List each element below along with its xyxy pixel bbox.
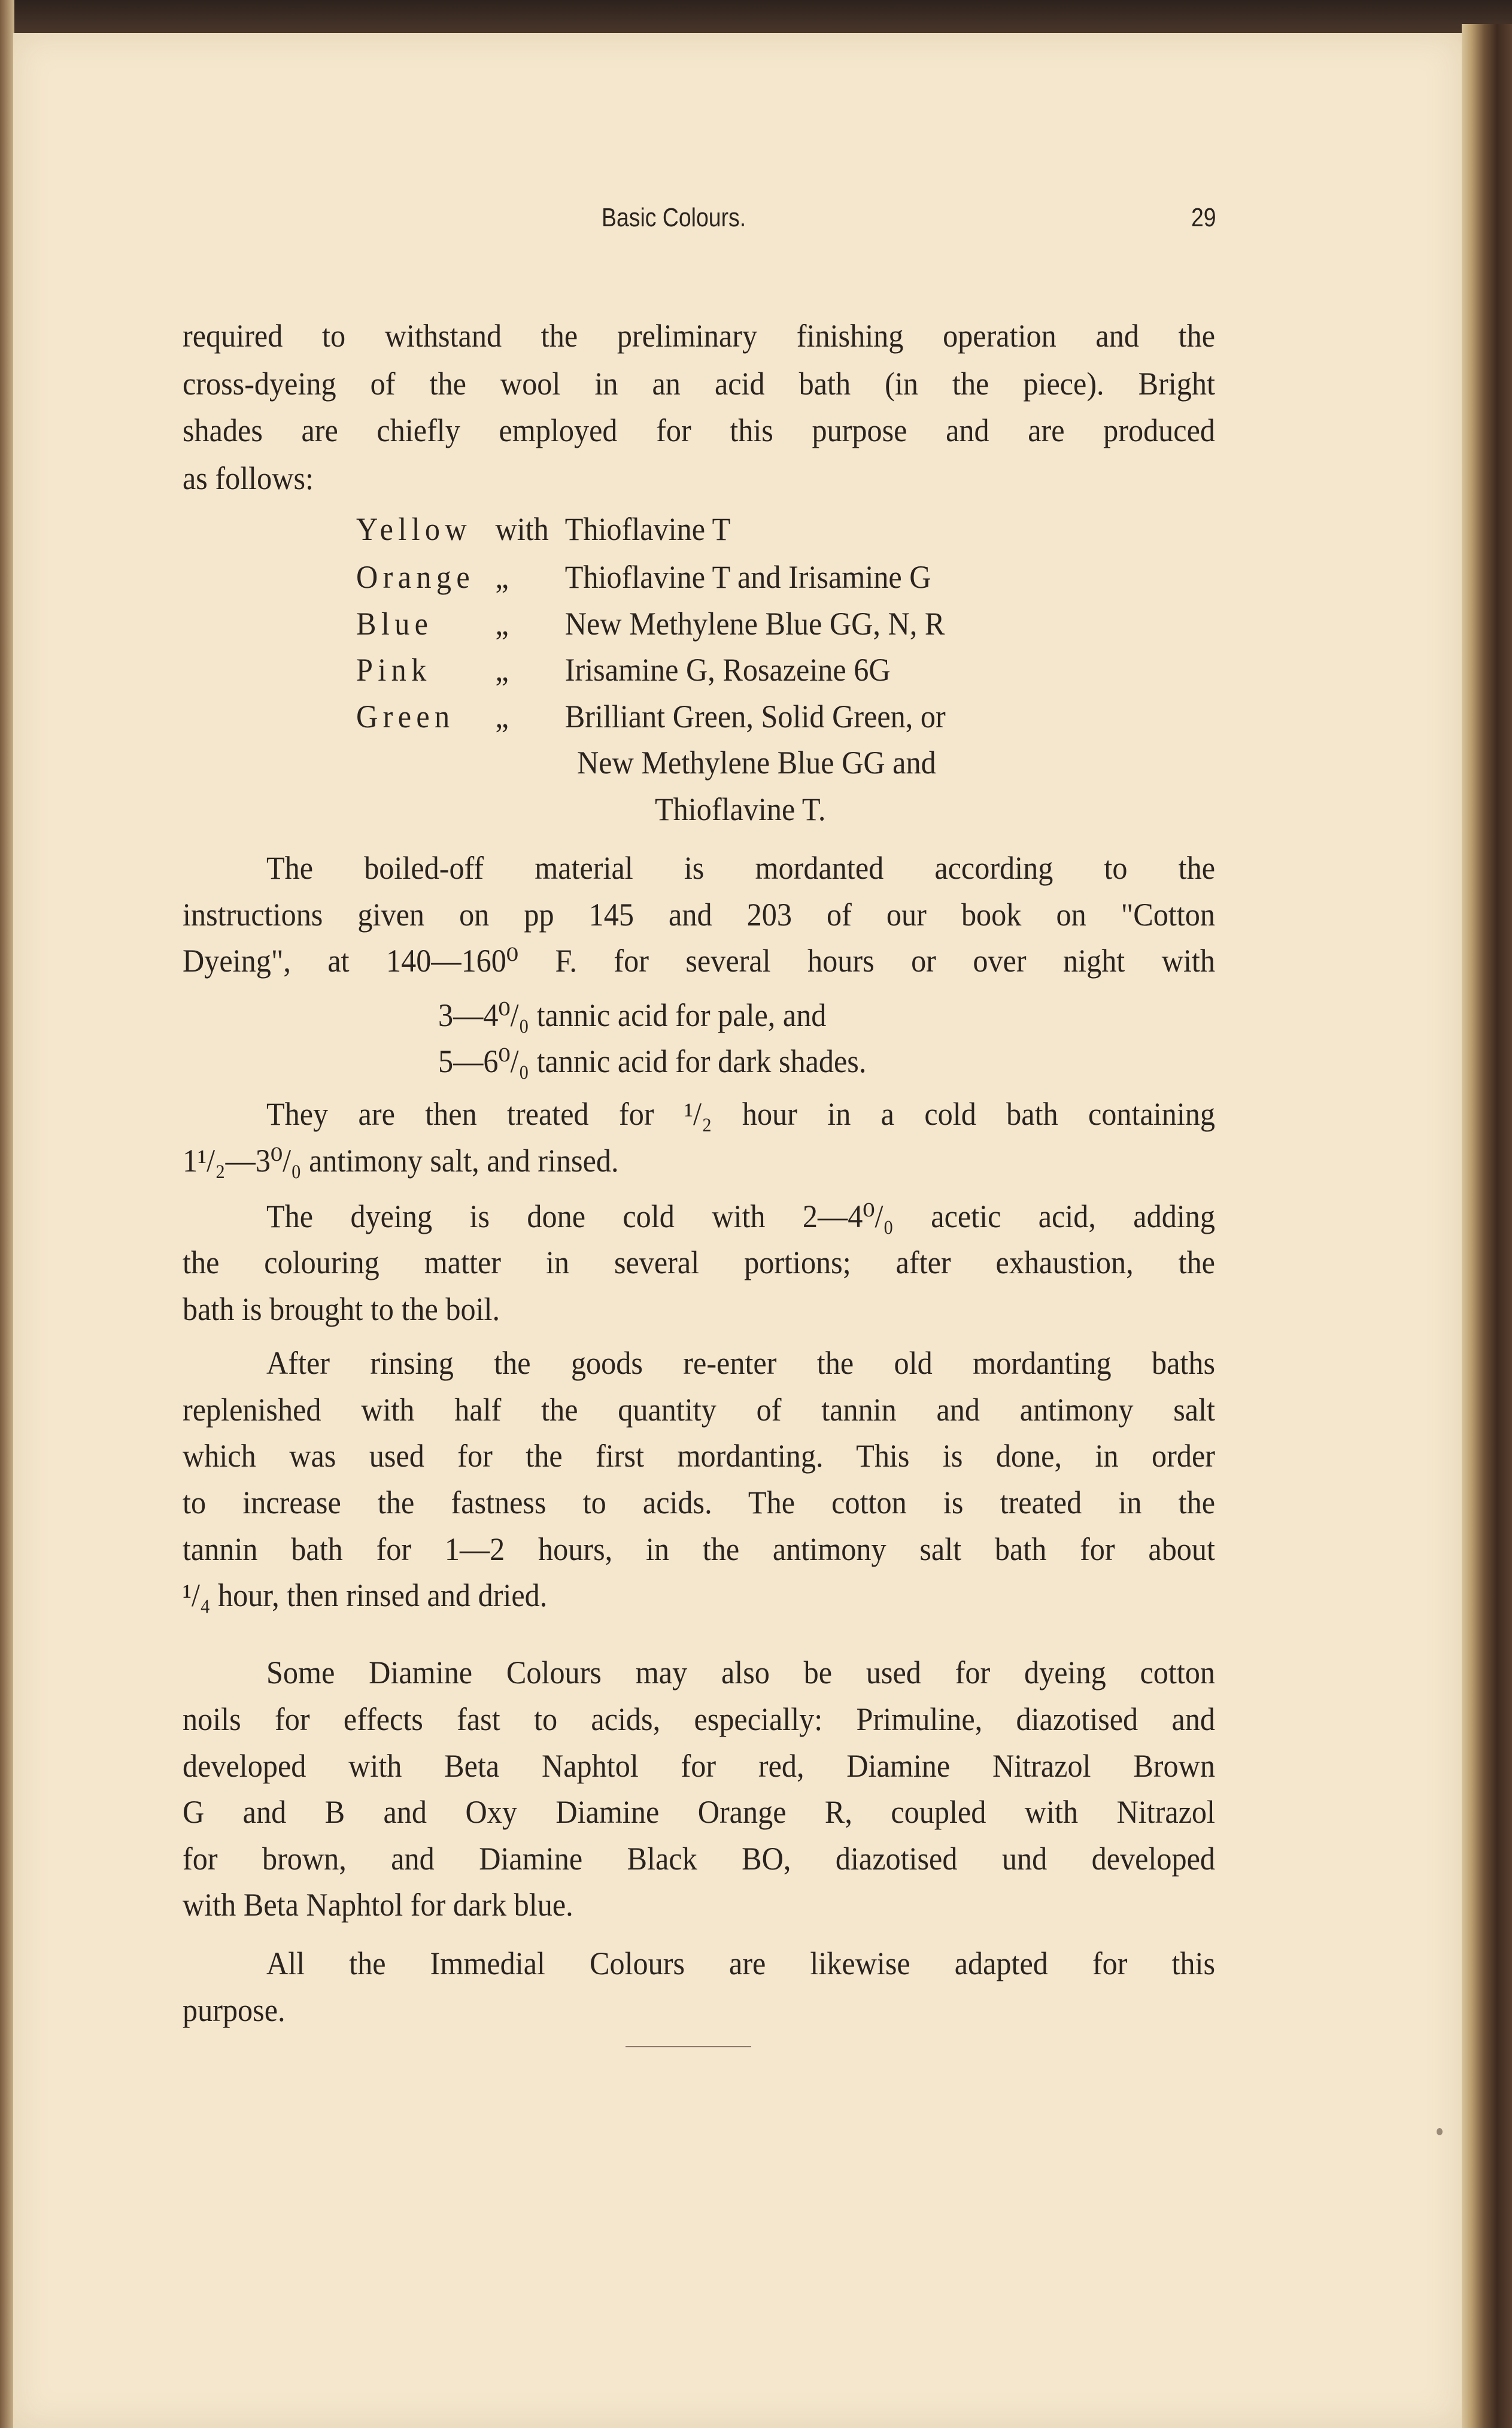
rinsing-paragraph-line: tannin bath for 1—2 hours, in the antimony salt bath for about <box>183 1531 1215 1567</box>
mordant-paragraph-line: Dyeing", at 140—160⁰ F. for several hours or over night with <box>183 943 1215 979</box>
connector: „ <box>495 559 509 595</box>
diamine-paragraph-line: with Beta Naphtol for dark blue. <box>183 1887 573 1923</box>
dyeing-paragraph-line: bath is brought to the boil. <box>183 1291 500 1327</box>
connector: „ <box>495 652 509 688</box>
scan-top-edge <box>0 0 1512 35</box>
rinsing-paragraph-line: After rinsing the goods re-enter the old mordanting baths <box>266 1345 1215 1381</box>
connector: „ <box>495 606 509 642</box>
dye-name: Irisamine G, Rosazeine 6G <box>564 652 891 688</box>
color-label: Blue <box>356 606 433 642</box>
intro-paragraph-line: as follows: <box>183 460 314 496</box>
intro-paragraph-line: required to withstand the preliminary finishing operation and the <box>183 318 1215 354</box>
color-label: Orange <box>356 559 475 595</box>
color-label: Pink <box>356 652 432 688</box>
tannic-line: 5—6⁰/₀ tannic acid for dark shades. <box>438 1043 867 1079</box>
dye-list-item <box>356 554 931 600</box>
diamine-paragraph-line: Some Diamine Colours may also be used for dyeing cotton <box>266 1655 1215 1691</box>
dye-name: Brilliant Green, Solid Green, or <box>564 699 946 735</box>
scan-left-edge <box>0 0 14 2428</box>
dye-list-continuation: Thioflavine T. <box>655 791 826 827</box>
antimony-paragraph-line: They are then treated for ¹/₂ hour in a cold bath containing <box>266 1096 1215 1132</box>
dye-list-item <box>356 647 891 693</box>
dyeing-paragraph-line: the colouring matter in several portions; after exhaustion, the <box>183 1245 1215 1280</box>
color-label: Green <box>356 699 455 735</box>
tannic-line: 3—4⁰/₀ tannic acid for pale, and <box>438 997 827 1033</box>
antimony-paragraph-line: 1¹/₂—3⁰/₀ antimony salt, and rinsed. <box>183 1143 619 1179</box>
rinsing-paragraph-line: ¹/₄ hour, then rinsed and dried. <box>183 1577 548 1613</box>
intro-paragraph-line: shades are chiefly employed for this purpose and are produced <box>183 412 1215 448</box>
section-end-rule <box>626 2046 751 2047</box>
dye-list-item <box>356 600 945 647</box>
immedial-paragraph-line: purpose. <box>183 1992 286 2028</box>
running-header-title: Basic Colours. <box>602 203 746 232</box>
diamine-paragraph-line: G and B and Oxy Diamine Orange R, coupled with Nitrazol <box>183 1794 1215 1830</box>
rinsing-paragraph-line: which was used for the first mordanting. This is done, in order <box>183 1438 1215 1474</box>
page-number: 29 <box>1191 203 1216 232</box>
diamine-paragraph-line: noils for effects fast to acids, especially: Primuline, diazotised and <box>183 1701 1215 1737</box>
dye-name: Thioflavine T <box>564 511 731 547</box>
dye-name: Thioflavine T and Irisamine G <box>564 559 931 595</box>
book-binding-edge <box>1462 24 1512 2428</box>
color-label: Yellow <box>356 511 472 547</box>
dye-name: New Methylene Blue GG, N, R <box>564 606 945 642</box>
mordant-paragraph-line: instructions given on pp 145 and 203 of our book on "Cotton <box>183 897 1215 933</box>
dyeing-paragraph-line: The dyeing is done cold with 2—4⁰/₀ acetic acid, adding <box>266 1198 1215 1234</box>
paper-speck <box>1437 2128 1443 2135</box>
immedial-paragraph-line: All the Immedial Colours are likewise adapted for this <box>266 1946 1215 1981</box>
rinsing-paragraph-line: replenished with half the quantity of tannin and antimony salt <box>183 1392 1215 1428</box>
dye-list-item <box>356 693 946 740</box>
rinsing-paragraph-line: to increase the fastness to acids. The cotton is treated in the <box>183 1485 1215 1520</box>
dye-list-continuation: New Methylene Blue GG and <box>577 745 936 781</box>
connector: „ <box>495 699 509 735</box>
mordant-paragraph-line: The boiled-off material is mordanted according to the <box>266 850 1215 886</box>
diamine-paragraph-line: for brown, and Diamine Black BO, diazotised und developed <box>183 1841 1215 1877</box>
dye-list-item <box>356 506 730 553</box>
diamine-paragraph-line: developed with Beta Naphtol for red, Diamine Nitrazol Brown <box>183 1748 1215 1784</box>
connector: with <box>495 511 549 547</box>
intro-paragraph-line: cross-dyeing of the wool in an acid bath (in the piece). Bright <box>183 366 1215 402</box>
